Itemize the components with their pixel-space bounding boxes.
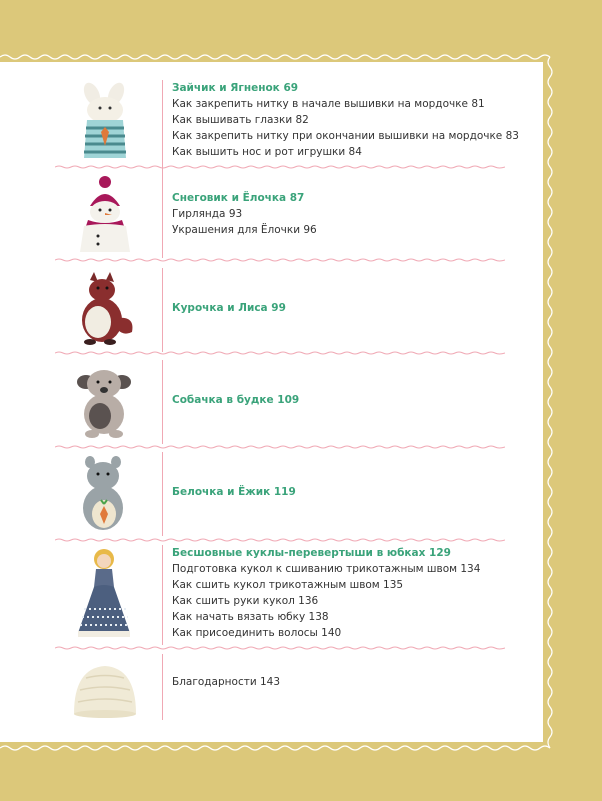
fox-toy-image: [60, 270, 150, 346]
toc-item[interactable]: Гирлянда 93: [172, 208, 243, 220]
toc-item[interactable]: Как вышить нос и рот игрушки 84: [172, 146, 362, 158]
entry-divider-line: [162, 360, 163, 444]
entry-text: [172, 80, 519, 160]
toc-item[interactable]: Как присоединить волосы 140: [172, 627, 342, 639]
entry-divider-line: [162, 268, 163, 352]
entry-divider-line: [162, 452, 163, 536]
section-title[interactable]: Курочка и Лиса 99: [172, 302, 286, 314]
squirrel-toy-image: [60, 454, 150, 534]
entry-text: [172, 190, 317, 238]
section-title[interactable]: Бесшовные куклы-перевертыши в юбках 129: [172, 547, 451, 559]
doll-toy-image: [60, 547, 150, 639]
entry-text: [172, 300, 286, 316]
section-title[interactable]: Снеговик и Ёлочка 87: [172, 192, 305, 204]
wavy-divider: [55, 646, 505, 650]
toc-item[interactable]: Украшения для Ёлочки 96: [172, 224, 317, 236]
toc-entry-7: [0, 654, 543, 726]
toc-item[interactable]: Благодарности 143: [172, 676, 281, 688]
toc-item[interactable]: Как начать вязать юбку 138: [172, 611, 329, 623]
wavy-divider: [55, 258, 505, 262]
entry-text: [172, 392, 299, 408]
section-title[interactable]: Белочка и Ёжик 119: [172, 486, 296, 498]
wavy-divider: [55, 351, 505, 355]
toc-entry-4: [0, 360, 543, 446]
wavy-divider: [55, 538, 505, 542]
toc-page: [0, 62, 543, 742]
toc-entry-5: [0, 452, 543, 538]
toc-item[interactable]: Как закрепить нитку в начале вышивки на мордочке 81: [172, 98, 485, 110]
section-title[interactable]: Собачка в будке 109: [172, 394, 300, 406]
wavy-divider: [55, 445, 505, 449]
toc-item[interactable]: Как сшить кукол трикотажным швом 135: [172, 579, 404, 591]
yarn-dome-image: [60, 658, 150, 722]
toc-entry-1: [0, 80, 543, 178]
snowman-toy-image: [60, 176, 150, 254]
toc-item[interactable]: Как сшить руки кукол 136: [172, 595, 319, 607]
toc-entry-3: [0, 268, 543, 352]
bunny-toy-image: [60, 82, 150, 162]
section-title[interactable]: Зайчик и Ягненок 69: [172, 82, 299, 94]
entry-text: [172, 545, 480, 641]
entry-divider-line: [162, 174, 163, 258]
entry-text: [172, 674, 280, 690]
entry-divider-line: [162, 545, 163, 645]
entry-divider-line: [162, 80, 163, 176]
dog-toy-image: [60, 362, 150, 440]
toc-item[interactable]: Как вышивать глазки 82: [172, 114, 309, 126]
toc-item[interactable]: Подготовка кукол к сшиванию трикотажным швом 134: [172, 563, 481, 575]
toc-item[interactable]: Как закрепить нитку при окончании вышивки на мордочке 83: [172, 130, 519, 142]
toc-entry-6: [0, 545, 543, 647]
toc-entry-2: [0, 174, 543, 260]
entry-text: [172, 484, 296, 500]
entry-divider-line: [162, 654, 163, 720]
wavy-divider: [55, 165, 505, 169]
